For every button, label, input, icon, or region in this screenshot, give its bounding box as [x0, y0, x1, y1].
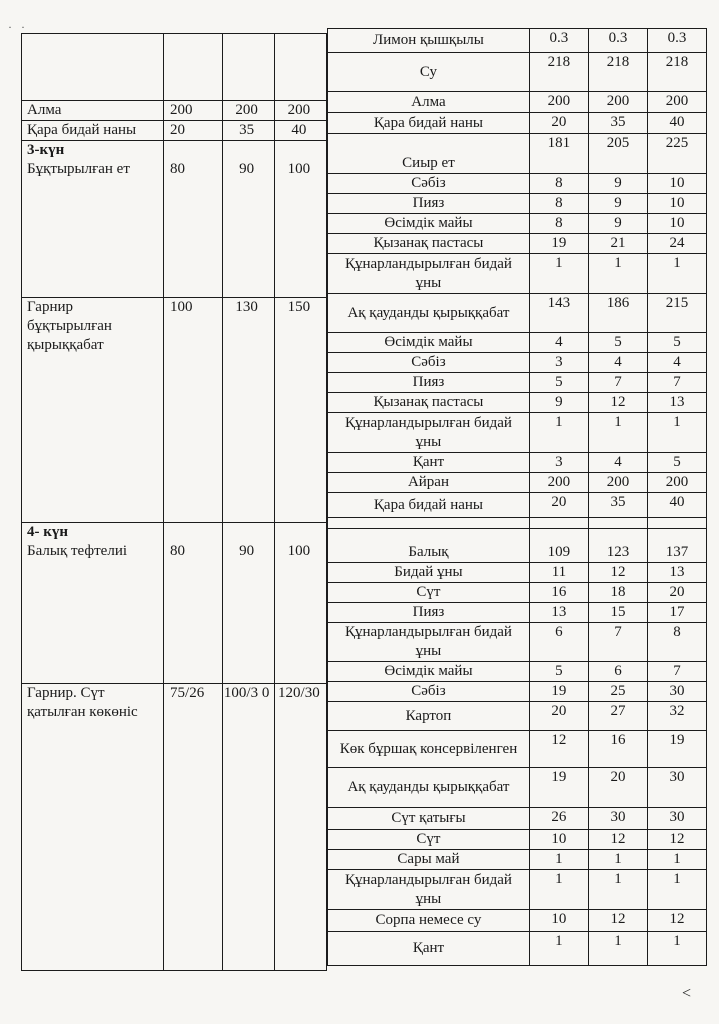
ingredient-name: Сәбіз [328, 682, 530, 702]
portion-value: 100/3 0 [222, 684, 274, 971]
ingredient-row [328, 194, 707, 214]
ingredient-row [328, 768, 707, 808]
ingredient-value: 123 [588, 529, 647, 563]
ingredient-value: 215 [647, 294, 706, 333]
ingredient-value: 218 [647, 53, 706, 92]
ingredient-value [647, 518, 706, 529]
dish-row [22, 298, 327, 523]
portion-value: 35 [222, 121, 274, 141]
ingredient-name: Қант [328, 932, 530, 966]
ingredient-value: 12 [647, 830, 706, 850]
ingredient-name: Сәбіз [328, 174, 530, 194]
ingredient-value: 9 [529, 393, 588, 413]
ingredient-row [328, 493, 707, 518]
dish-row [22, 121, 327, 141]
ingredient-row [328, 92, 707, 113]
portion-value: 90 [222, 523, 274, 684]
ingredient-value: 5 [529, 373, 588, 393]
ingredient-value [529, 518, 588, 529]
ingredient-row [328, 910, 707, 932]
ingredient-value: 12 [588, 563, 647, 583]
ingredient-row [328, 174, 707, 194]
ingredient-value: 4 [647, 353, 706, 373]
ingredient-value: 4 [588, 453, 647, 473]
ingredient-value: 30 [588, 808, 647, 830]
ingredient-name: Ақ қауданды қырыққабат [328, 768, 530, 808]
ingredient-value: 7 [588, 623, 647, 662]
ingredient-row [328, 473, 707, 493]
ingredient-value: 19 [529, 768, 588, 808]
ingredient-value: 15 [588, 603, 647, 623]
ingredient-value: 1 [647, 870, 706, 910]
ingredient-value: 6 [588, 662, 647, 682]
ingredient-row [328, 870, 707, 910]
ingredient-value: 10 [529, 830, 588, 850]
ingredient-value: 19 [647, 731, 706, 768]
ingredient-name: Сүт [328, 583, 530, 603]
ingredient-value: 8 [529, 214, 588, 234]
ingredient-value: 1 [529, 850, 588, 870]
portion-value: 200 [274, 101, 326, 121]
ingredient-row [328, 214, 707, 234]
portion-value: 80 [164, 523, 222, 684]
ingredient-value: 13 [647, 393, 706, 413]
ingredient-value: 3 [529, 453, 588, 473]
ingredient-name: Айран [328, 473, 530, 493]
ingredient-name: Құнарландырылған бидай ұны [328, 870, 530, 910]
ingredient-value: 200 [647, 473, 706, 493]
ingredient-value: 200 [647, 92, 706, 113]
ingredient-table [327, 28, 707, 966]
dish-row [22, 141, 327, 298]
dish-row [22, 684, 327, 971]
ingredient-value: 12 [588, 393, 647, 413]
dish-cell [22, 34, 164, 101]
dish-name: Қара бидай наны [27, 122, 137, 138]
ingredient-value: 27 [588, 702, 647, 731]
ingredient-name: Қара бидай наны [328, 113, 530, 134]
ingredient-row [328, 603, 707, 623]
ingredient-name: Лимон қышқылы [328, 29, 530, 53]
ingredient-name: Сиыр ет [328, 134, 530, 174]
ingredient-row [328, 583, 707, 603]
ingredient-row [328, 294, 707, 333]
ingredient-value: 181 [529, 134, 588, 174]
ingredient-name [328, 518, 530, 529]
ingredient-row [328, 134, 707, 174]
dish-cell [22, 101, 164, 121]
ingredient-value: 1 [588, 850, 647, 870]
portion-value: 20 [164, 121, 222, 141]
dish-name: Гарнир бұқтырылған қырыққабат [27, 299, 112, 353]
portion-value: 100 [274, 141, 326, 298]
page-mark: < [682, 985, 692, 1002]
ingredient-value: 24 [647, 234, 706, 254]
ingredient-row [328, 623, 707, 662]
ingredient-row [328, 373, 707, 393]
ingredient-name: Сәбіз [328, 353, 530, 373]
ingredient-value: 7 [647, 373, 706, 393]
ingredient-value: 17 [647, 603, 706, 623]
ingredient-name: Пияз [328, 194, 530, 214]
ingredient-name: Қант [328, 453, 530, 473]
ingredient-value: 40 [647, 113, 706, 134]
ingredient-name: Су [328, 53, 530, 92]
ingredient-row [328, 662, 707, 682]
dish-cell [22, 121, 164, 141]
ingredient-value: 13 [529, 603, 588, 623]
ingredient-name: Ақ қауданды қырыққабат [328, 294, 530, 333]
ingredient-value: 1 [647, 932, 706, 966]
portion-value [274, 34, 326, 101]
ingredient-value: 200 [529, 92, 588, 113]
ingredient-value: 1 [588, 932, 647, 966]
ingredient-value: 30 [647, 808, 706, 830]
ingredient-row [328, 113, 707, 134]
ingredient-row [328, 413, 707, 453]
ingredient-value: 1 [588, 413, 647, 453]
ingredient-value: 30 [647, 768, 706, 808]
ingredient-value: 0.3 [588, 29, 647, 53]
ingredient-name: Картоп [328, 702, 530, 731]
portion-value [164, 34, 222, 101]
ingredient-row [328, 731, 707, 768]
ingredient-value: 9 [588, 214, 647, 234]
ingredient-value: 8 [529, 194, 588, 214]
ingredient-value: 8 [647, 623, 706, 662]
ingredient-value: 4 [588, 353, 647, 373]
ingredient-row [328, 353, 707, 373]
ingredient-name: Пияз [328, 603, 530, 623]
dish-cell [22, 684, 164, 971]
ingredient-value: 143 [529, 294, 588, 333]
ingredient-value: 137 [647, 529, 706, 563]
dish-cell [22, 298, 164, 523]
ingredient-value: 18 [588, 583, 647, 603]
ingredient-value: 225 [647, 134, 706, 174]
ingredient-value: 218 [588, 53, 647, 92]
ingredient-value: 16 [588, 731, 647, 768]
dish-name: Алма [27, 102, 62, 118]
ingredient-value: 1 [529, 932, 588, 966]
ingredient-value: 8 [529, 174, 588, 194]
ingredient-value: 7 [647, 662, 706, 682]
ingredient-value: 40 [647, 493, 706, 518]
portion-value: 100 [164, 298, 222, 523]
ingredient-value: 35 [588, 113, 647, 134]
dish-table [21, 33, 327, 971]
ingredient-value: 1 [647, 850, 706, 870]
ingredient-row [328, 453, 707, 473]
ingredient-name: Сорпа немесе су [328, 910, 530, 932]
ingredient-row [328, 333, 707, 353]
ingredient-row [328, 682, 707, 702]
ingredient-value: 12 [529, 731, 588, 768]
ingredient-value: 0.3 [529, 29, 588, 53]
ingredient-value: 109 [529, 529, 588, 563]
ingredient-value: 20 [529, 493, 588, 518]
ingredient-name: Алма [328, 92, 530, 113]
ingredient-name: Сүт қатығы [328, 808, 530, 830]
portion-value: 100 [274, 523, 326, 684]
ingredient-value: 26 [529, 808, 588, 830]
dish-name: Гарнир. Сүт қатылған көкөніс [27, 685, 138, 720]
ingredient-name: Сүт [328, 830, 530, 850]
ingredient-value: 5 [647, 453, 706, 473]
portion-value: 120/30 [274, 684, 326, 971]
ingredient-name: Көк бұршақ консервіленген [328, 731, 530, 768]
ingredient-value: 19 [529, 234, 588, 254]
ingredient-value: 200 [588, 473, 647, 493]
ingredient-value: 30 [647, 682, 706, 702]
ingredient-value: 35 [588, 493, 647, 518]
ingredient-name: Қызанақ пастасы [328, 234, 530, 254]
ingredient-value: 218 [529, 53, 588, 92]
dish-row [22, 523, 327, 684]
ingredient-value: 5 [588, 333, 647, 353]
dish-cell [22, 523, 164, 684]
ingredient-name: Сары май [328, 850, 530, 870]
ingredient-value: 13 [647, 563, 706, 583]
portion-value: 200 [222, 101, 274, 121]
ingredient-value: 20 [529, 702, 588, 731]
ingredient-value: 19 [529, 682, 588, 702]
dish-row [22, 101, 327, 121]
ingredient-row [328, 850, 707, 870]
dish-name: Бұқтырылған ет [27, 161, 130, 177]
ingredient-name: Өсімдік майы [328, 662, 530, 682]
ingredient-value: 10 [529, 910, 588, 932]
ingredient-value: 1 [529, 413, 588, 453]
portion-value: 40 [274, 121, 326, 141]
portion-value: 80 [164, 141, 222, 298]
ingredient-value: 7 [588, 373, 647, 393]
ingredient-value: 10 [647, 194, 706, 214]
ingredient-value: 9 [588, 174, 647, 194]
ingredient-value: 12 [647, 910, 706, 932]
ingredient-value: 5 [529, 662, 588, 682]
ingredient-row [328, 518, 707, 529]
ingredient-name: Пияз [328, 373, 530, 393]
dish-name: Балық тефтелиі [27, 543, 128, 559]
portion-value: 130 [222, 298, 274, 523]
ingredient-value: 0.3 [647, 29, 706, 53]
ingredient-value: 205 [588, 134, 647, 174]
ingredient-value [588, 518, 647, 529]
ingredient-value: 12 [588, 830, 647, 850]
ingredient-name: Қызанақ пастасы [328, 393, 530, 413]
ingredient-value: 1 [647, 413, 706, 453]
portion-value: 150 [274, 298, 326, 523]
ingredient-row [328, 393, 707, 413]
ingredient-row [328, 254, 707, 294]
ingredient-row [328, 53, 707, 92]
portion-value [222, 34, 274, 101]
ingredient-value: 20 [647, 583, 706, 603]
day-heading: 4- күн [27, 524, 69, 540]
ingredient-row [328, 29, 707, 53]
portion-value: 90 [222, 141, 274, 298]
ingredient-row [328, 563, 707, 583]
ingredient-row [328, 830, 707, 850]
ingredient-value: 1 [588, 870, 647, 910]
ingredient-value: 6 [529, 623, 588, 662]
ingredient-row [328, 529, 707, 563]
ingredient-name: Құнарландырылған бидай ұны [328, 623, 530, 662]
ingredient-row [328, 234, 707, 254]
ingredient-value: 25 [588, 682, 647, 702]
ingredient-value: 1 [647, 254, 706, 294]
ingredient-name: Құнарландырылған бидай ұны [328, 254, 530, 294]
ingredient-name: Бидай ұны [328, 563, 530, 583]
ingredient-value: 10 [647, 214, 706, 234]
ingredient-name: Өсімдік майы [328, 214, 530, 234]
ingredient-value: 10 [647, 174, 706, 194]
ingredient-row [328, 932, 707, 966]
scan-specks: · · [8, 20, 25, 34]
ingredient-value: 5 [647, 333, 706, 353]
ingredient-value: 11 [529, 563, 588, 583]
ingredient-value: 20 [588, 768, 647, 808]
ingredient-row [328, 808, 707, 830]
ingredient-value: 186 [588, 294, 647, 333]
dish-cell [22, 141, 164, 298]
ingredient-name: Қара бидай наны [328, 493, 530, 518]
ingredient-value: 3 [529, 353, 588, 373]
portion-value: 75/26 [164, 684, 222, 971]
ingredient-value: 1 [529, 870, 588, 910]
ingredient-value: 16 [529, 583, 588, 603]
ingredient-value: 9 [588, 194, 647, 214]
ingredient-row [328, 702, 707, 731]
ingredient-value: 200 [588, 92, 647, 113]
ingredient-value: 20 [529, 113, 588, 134]
ingredient-name: Балық [328, 529, 530, 563]
ingredient-value: 1 [588, 254, 647, 294]
ingredient-name: Құнарландырылған бидай ұны [328, 413, 530, 453]
ingredient-value: 200 [529, 473, 588, 493]
ingredient-name: Өсімдік майы [328, 333, 530, 353]
ingredient-value: 21 [588, 234, 647, 254]
ingredient-value: 12 [588, 910, 647, 932]
dish-row [22, 34, 327, 101]
day-heading: 3-күн [27, 142, 65, 158]
ingredient-value: 4 [529, 333, 588, 353]
portion-value: 200 [164, 101, 222, 121]
ingredient-value: 32 [647, 702, 706, 731]
ingredient-value: 1 [529, 254, 588, 294]
